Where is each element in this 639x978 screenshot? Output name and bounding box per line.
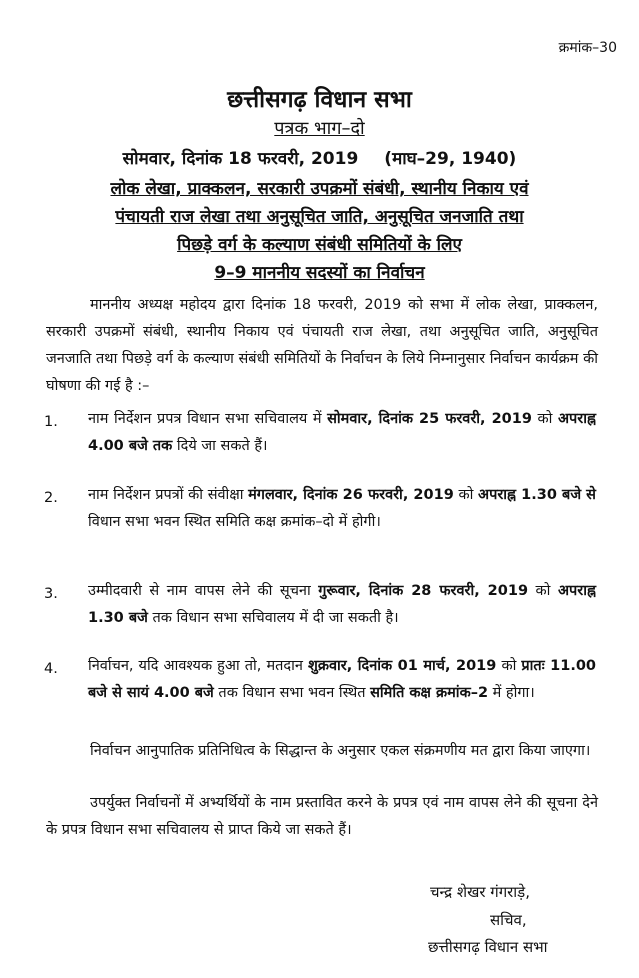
signatory-designation: सचिव,: [490, 911, 527, 929]
item-number: 1.: [44, 414, 58, 430]
subject-title-line-2: पंचायती राज लेखा तथा अनुसूचित जाति, अनुसूचित जनजाति तथा: [115, 207, 524, 227]
item-number: 3.: [44, 586, 58, 602]
subject-title-line-3: पिछड़े वर्ग के कल्याण संबंधी समितियों के लिए: [177, 235, 462, 255]
forms-note-paragraph: उपर्युक्त निर्वाचनों में अभ्यर्थियों के नाम प्रस्तावित करने के प्रपत्र एवं नाम वापस लेने की सूचना देने के प्रपत्र विधान सभा सचिवालय से प्राप्त किये जा सकते हैं।: [46, 795, 598, 838]
schedule-item-nomination: नाम निर्देशन प्रपत्र विधान सभा सचिवालय में सोमवार, दिनांक 25 फरवरी, 2019 को अपराह्न 4.00 बजे तक दिये जा सकते हैं।: [88, 411, 596, 454]
schedule-item-polling: निर्वाचन, यदि आवश्यक हुआ तो, मतदान शुक्रवार, दिनांक 01 मार्च, 2019 को प्रातः 11.00 बजे से सायं 4.00 बजे तक विधान सभा भवन स्थित समिति कक्ष क्रमांक–2 में होगा।: [88, 658, 596, 701]
saka-date: (माघ–29, 1940): [384, 149, 517, 169]
bulletin-date-line: [0, 146, 639, 169]
election-method-paragraph: निर्वाचन आनुपातिक प्रतिनिधित्व के सिद्धान्त के अनुसार एकल संक्रमणीय मत द्वारा किया जाएगा।: [90, 743, 591, 759]
bulletin-date: सोमवार, दिनांक 18 फरवरी, 2019: [122, 149, 359, 169]
assembly-heading: छत्तीसगढ़ विधान सभा: [227, 87, 412, 113]
subject-title-line-1: लोक लेखा, प्राक्कलन, सरकारी उपक्रमों संबंधी, स्थानीय निकाय एवं: [110, 179, 529, 199]
signatory-office: छत्तीसगढ़ विधान सभा: [428, 938, 548, 956]
item-number: 2.: [44, 490, 58, 506]
bulletin-part-label: पत्रक भाग–दो: [274, 118, 365, 139]
bulletin-part: [0, 116, 639, 140]
serial-number: क्रमांक–30: [558, 40, 617, 56]
schedule-item-scrutiny: नाम निर्देशन प्रपत्रों की संवीक्षा मंगलवार, दिनांक 26 फरवरी, 2019 को अपराह्न 1.30 बजे से विधान सभा भवन स्थित समिति कक्ष क्रमांक–दो में होगी।: [88, 487, 596, 530]
intro-paragraph: माननीय अध्यक्ष महोदय द्वारा दिनांक 18 फरवरी, 2019 को सभा में लोक लेखा, प्राक्कलन, सरकारी उपक्रमों संबंधी, स्थानीय निकाय एवं पंचायती राज लेखा, तथा अनुसूचित जाति, अनुसूचित जनजाति तथा पिछड़े वर्ग के कल्याण संबंधी समितियों के निर्वाचन के लिये निम्नानुसार निर्वाचन कार्यक्रम की घोषणा की गई है :–: [46, 297, 598, 394]
item-number: 4.: [44, 661, 58, 677]
schedule-item-withdrawal: उम्मीदवारी से नाम वापस लेने की सूचना गुरूवार, दिनांक 28 फरवरी, 2019 को अपराह्न 1.30 बजे तक विधान सभा सचिवालय में दी जा सकती है।: [88, 583, 596, 626]
signatory-name: चन्द्र शेखर गंगराड़े,: [430, 883, 530, 901]
subject-title-line-4: 9–9 माननीय सदस्यों का निर्वाचन: [214, 263, 425, 283]
